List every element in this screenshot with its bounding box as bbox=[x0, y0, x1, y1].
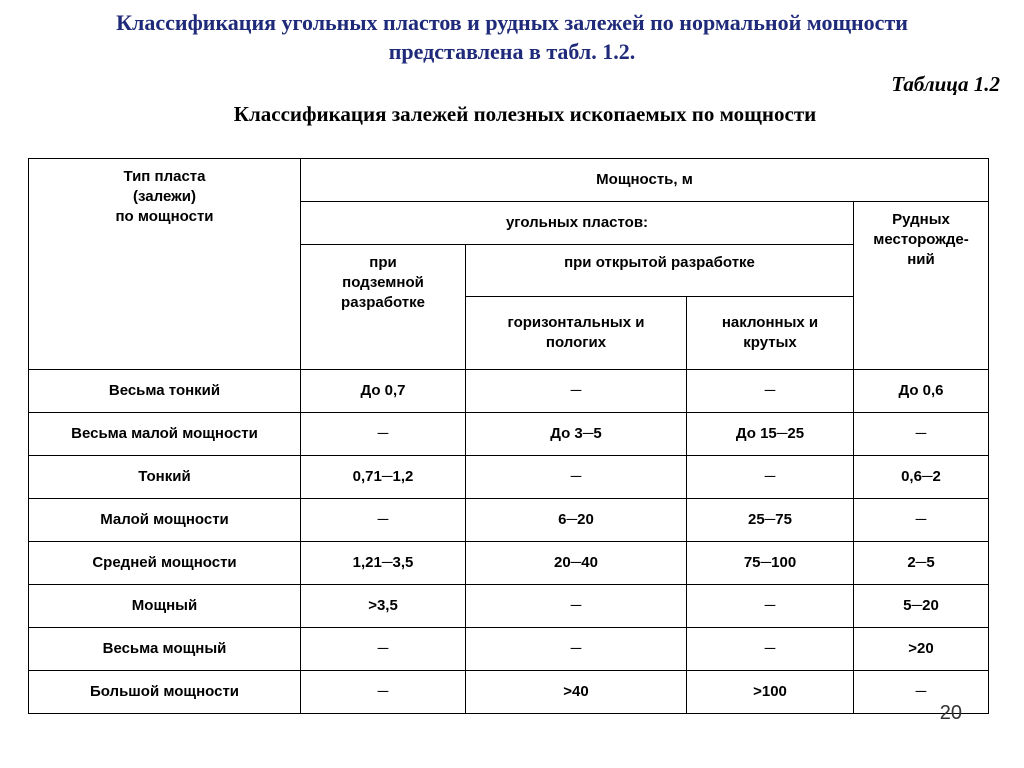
cell-horizontal: ─ bbox=[466, 370, 687, 413]
slide-heading bbox=[0, 8, 1024, 66]
heading-line-2: представлена в табл. 1.2. bbox=[388, 39, 636, 64]
cell-inclined: ─ bbox=[687, 370, 854, 413]
header-horizontal-line-1: горизонтальных и bbox=[507, 314, 645, 331]
cell-seam-type: Малой мощности bbox=[29, 499, 301, 542]
header-ore-deposits bbox=[854, 202, 989, 370]
cell-seam-type: Весьма мощный bbox=[29, 628, 301, 671]
cell-inclined: 25─75 bbox=[687, 499, 854, 542]
cell-ore: До 0,6 bbox=[854, 370, 989, 413]
table-row bbox=[29, 628, 989, 671]
table-row bbox=[29, 499, 989, 542]
table-row bbox=[29, 456, 989, 499]
table-row bbox=[29, 585, 989, 628]
header-inclined-line-2: крутых bbox=[743, 334, 797, 351]
cell-underground: ─ bbox=[301, 413, 466, 456]
cell-underground: ─ bbox=[301, 671, 466, 714]
header-seam-type-line-3: по мощности bbox=[115, 208, 214, 225]
cell-inclined: 75─100 bbox=[687, 542, 854, 585]
header-horizontal bbox=[466, 297, 687, 370]
cell-horizontal: 6─20 bbox=[466, 499, 687, 542]
header-seam-type-line-2: (залежи) bbox=[133, 188, 196, 205]
heading-line-1: Классификация угольных пластов и рудных залежей по нормальной мощности bbox=[116, 10, 908, 35]
cell-ore: 5─20 bbox=[854, 585, 989, 628]
table-row bbox=[29, 370, 989, 413]
table-row bbox=[29, 413, 989, 456]
cell-horizontal: ─ bbox=[466, 585, 687, 628]
cell-underground: ─ bbox=[301, 628, 466, 671]
header-ore-line-3: ний bbox=[907, 251, 935, 268]
cell-inclined: ─ bbox=[687, 456, 854, 499]
table-row bbox=[29, 542, 989, 585]
cell-inclined: >100 bbox=[687, 671, 854, 714]
cell-ore: ─ bbox=[854, 671, 989, 714]
cell-horizontal: До 3─5 bbox=[466, 413, 687, 456]
header-underground-mining bbox=[301, 245, 466, 370]
cell-horizontal: ─ bbox=[466, 628, 687, 671]
table-title: Классификация залежей полезных ископаемых по мощности bbox=[233, 102, 817, 126]
header-seam-type bbox=[29, 159, 301, 370]
cell-underground: 0,71─1,2 bbox=[301, 456, 466, 499]
cell-horizontal: 20─40 bbox=[466, 542, 687, 585]
cell-seam-type: Тонкий bbox=[29, 456, 301, 499]
table-label: Таблица 1.2 bbox=[891, 72, 1000, 96]
page-number: 20 bbox=[939, 702, 962, 724]
cell-seam-type: Большой мощности bbox=[29, 671, 301, 714]
header-horizontal-line-2: пологих bbox=[545, 334, 607, 351]
table-row bbox=[29, 671, 989, 714]
cell-seam-type: Средней мощности bbox=[29, 542, 301, 585]
cell-ore: >20 bbox=[854, 628, 989, 671]
cell-ore: ─ bbox=[854, 413, 989, 456]
cell-inclined: ─ bbox=[687, 628, 854, 671]
header-inclined-line-1: наклонных и bbox=[721, 314, 819, 331]
cell-seam-type: Мощный bbox=[29, 585, 301, 628]
cell-ore: 0,6─2 bbox=[854, 456, 989, 499]
cell-underground: 1,21─3,5 bbox=[301, 542, 466, 585]
header-seam-type-line-1: Тип пласта bbox=[123, 168, 206, 185]
cell-inclined: До 15─25 bbox=[687, 413, 854, 456]
cell-underground: До 0,7 bbox=[301, 370, 466, 413]
cell-seam-type: Весьма малой мощности bbox=[29, 413, 301, 456]
cell-underground: ─ bbox=[301, 499, 466, 542]
header-underground-line-3: разработке bbox=[341, 294, 425, 311]
cell-horizontal: >40 bbox=[466, 671, 687, 714]
cell-ore: ─ bbox=[854, 499, 989, 542]
header-underground-line-1: при bbox=[369, 254, 397, 271]
cell-underground: >3,5 bbox=[301, 585, 466, 628]
header-ore-line-2: месторожде- bbox=[873, 231, 969, 248]
header-thickness: Мощность, м bbox=[301, 159, 989, 202]
header-coal-seams: угольных пластов: bbox=[301, 202, 854, 245]
header-underground-line-2: подземной bbox=[342, 274, 424, 291]
cell-ore: 2─5 bbox=[854, 542, 989, 585]
cell-seam-type: Весьма тонкий bbox=[29, 370, 301, 413]
header-ore-line-1: Рудных bbox=[892, 211, 950, 228]
cell-horizontal: ─ bbox=[466, 456, 687, 499]
classification-table bbox=[28, 158, 989, 714]
header-inclined bbox=[687, 297, 854, 370]
header-open-mining: при открытой разработке bbox=[466, 245, 854, 297]
cell-inclined: ─ bbox=[687, 585, 854, 628]
